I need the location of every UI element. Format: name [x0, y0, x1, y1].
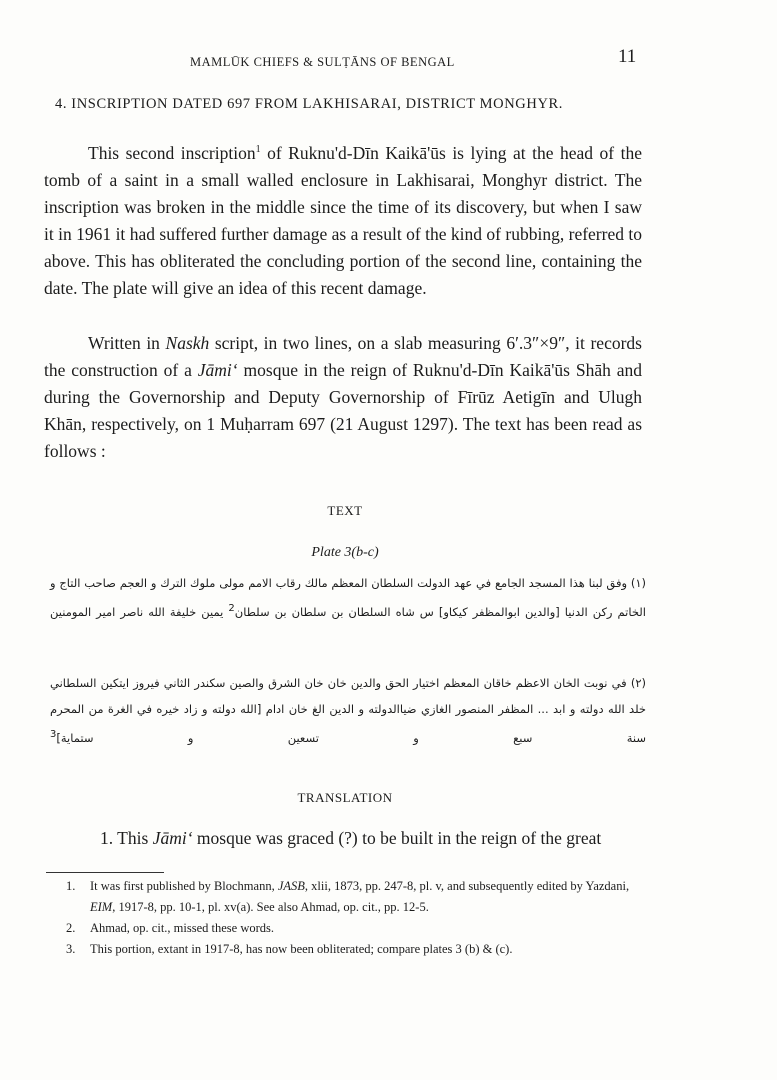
journal-abbrev: JASB	[277, 879, 305, 893]
translation-heading: TRANSLATION	[297, 790, 393, 805]
translation-jami-term: Jāmi‘	[152, 828, 193, 848]
footnote-ref-3: 3	[50, 729, 57, 740]
footnotes	[66, 876, 656, 960]
translation-line-1	[100, 828, 601, 849]
translation-part-1: 1. This	[100, 828, 153, 848]
paragraph-2	[44, 330, 642, 465]
footnote-1-part-1: It was first published by Blochmann,	[90, 879, 278, 893]
arabic-text-line-1	[50, 570, 646, 625]
text-heading: TEXT	[327, 503, 363, 518]
footnote-divider	[46, 872, 164, 873]
footnote-2-text: Ahmad, op. cit., missed these words.	[90, 921, 275, 935]
footnote-1-part-2: , xlii, 1873, pp. 247-8, pl. v, and subsequently edited by Yazdani,	[304, 879, 630, 893]
page-number: 11	[618, 46, 637, 67]
footnote-ref-1: 1	[255, 144, 261, 155]
paragraph-1-text-end: of Ruknu'd-Dīn Kaikā'ūs is lying at the head of the tomb of a saint in a small walled enclosure in Lakhisarai, Monghyr district. The inscription was broken in the middle since the time of its discovery, but when I saw it in 1961 it had suffered further damage as a result of the kind of rubbing, referred to above. This has obliterated the concluding portion of the second line, containing the date. The plate will give an idea of this recent damage.	[44, 142, 642, 298]
arabic-line-1-end: يمين خليفة الله ناصر امير المومنين	[50, 604, 229, 619]
running-head: MAMLŪK CHIEFS & SULṬĀNS OF BENGAL	[190, 55, 455, 69]
footnote-1	[66, 876, 656, 918]
plate-reference: Plate 3(b-c)	[311, 545, 379, 560]
footnote-number: 2.	[66, 921, 76, 935]
arabic-line-1-body: (١) وفق لبنا هذا المسجد الجامع في عهد الدولت السلطان المعظم مالك رقاب الامم مولى ملوك الترك و العجم صاحب التاج و الخاتم ركن الدنيا [والدين ابوالمظفر كيكاو] س شاه السلطان بن سلطان بن سلطان	[50, 576, 646, 619]
script-name: Naskh	[165, 333, 210, 353]
paragraph-2-part-2: script, in two lines, on a slab measuring 6′.3″×9″, it records the construction of a	[44, 333, 642, 380]
jami-term: Jāmi‘	[197, 360, 238, 380]
section-heading: 4. INSCRIPTION DATED 697 FROM LAKHISARAI, DISTRICT MONGHYR.	[55, 96, 564, 112]
paragraph-1	[44, 136, 642, 302]
paragraph-2-part-1: Written in	[88, 333, 166, 353]
arabic-text-line-2	[50, 670, 646, 751]
translation-part-2: mosque was graced (?) to be built in the reign of the great	[192, 828, 602, 848]
footnote-3-text: This portion, extant in 1917-8, has now been obliterated; compare plates 3 (b) & (c).	[90, 942, 513, 956]
footnote-number: 1.	[66, 879, 76, 893]
journal-abbrev: EIM	[90, 900, 113, 914]
paragraph-2-part-3: mosque in the reign of Ruknu'd-Dīn Kaikā'ūs Shāh and during the Governorship and Deputy Governorship of Fīrūz Aetigīn and Ulugh Khān, respectively, on 1 Muḥarram 697 (21 August 1297). The text has been read as follows :	[44, 360, 642, 461]
footnote-1-part-3: , 1917-8, pp. 10-1, pl. xv(a). See also Ahmad, op. cit., pp. 12-5.	[112, 900, 429, 914]
arabic-line-2-body: (٢) في نوبت الخان الاعظم خاقان المعظم اختيار الحق والدين خان خان الشرق والصين سكندر الثاني فيروز ايتكين السلطاني خلد الله دولته و ابد ... المظفر المنصور الغازي ضياالدولته و الدين الغ خان ادام [الله دولته و زاد خيره في الغرة من المحرم سنة سبع و تسعين و ستماية]	[50, 676, 646, 745]
paragraph-1-text-start: This second inscription	[88, 142, 256, 163]
footnote-number: 3.	[66, 942, 76, 956]
footnote-2	[66, 918, 656, 939]
footnote-ref-2: 2	[228, 603, 235, 614]
footnote-3	[66, 939, 656, 960]
